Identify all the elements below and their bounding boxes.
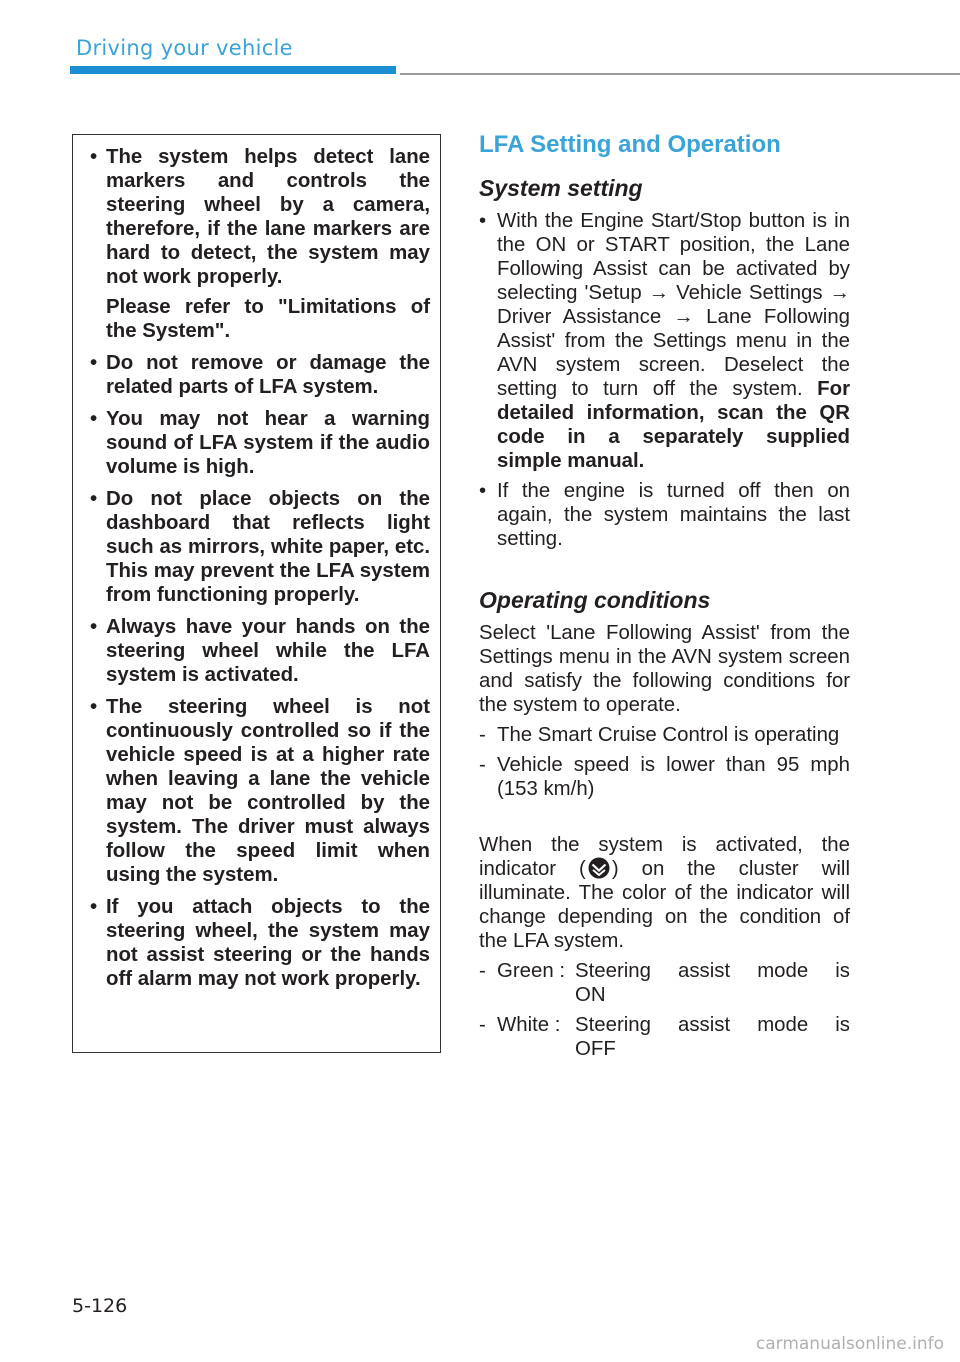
system-setting-text: With the Engine Start/Stop button is in the ON or START position, the Lane Following Assist can be activated by selecting 'Setup → Vehicle Settings → Driver Assistance → Lane Following Assist' from the Settings menu in the AVN system screen. Deselect the setting to turn off the system. bbox=[497, 210, 850, 400]
caution-item-text: • Do not remove or damage the related parts of LFA system. bbox=[106, 352, 430, 398]
header-rule-accent bbox=[70, 66, 396, 74]
list-dash: - bbox=[479, 960, 486, 982]
page-title: LFA Setting and Operation bbox=[479, 131, 781, 158]
system-setting-list bbox=[479, 209, 850, 551]
operating-conditions-intro: Select 'Lane Following Assist' from the Settings menu in the AVN system screen and satisfy the following conditions for the system to operate. bbox=[479, 622, 850, 716]
list-dash: - bbox=[479, 1014, 486, 1036]
condition-item: - The Smart Cruise Control is operating bbox=[479, 723, 850, 747]
conditions-list bbox=[479, 723, 850, 801]
indicator-color-desc: Steering assist mode is bbox=[575, 1014, 850, 1036]
caution-item bbox=[99, 895, 430, 991]
indicator-color-name: Green : bbox=[497, 960, 566, 982]
system-setting-item bbox=[479, 479, 850, 551]
indicator-color-item bbox=[479, 1013, 850, 1061]
watermark: carmanualsonline.info bbox=[755, 1334, 944, 1354]
indicator-color-state: OFF bbox=[575, 1038, 616, 1060]
indicator-color-state: ON bbox=[575, 984, 606, 1006]
page-number: 5-126 bbox=[72, 1295, 128, 1317]
caution-item bbox=[99, 407, 430, 479]
indicator-color-desc-wrap bbox=[575, 959, 850, 1007]
caution-item-text: • Do not place objects on the dashboard that reflects light such as mirrors, white paper, etc. This may prevent the LFA system from functioning properly. bbox=[106, 488, 430, 606]
caution-item bbox=[99, 145, 430, 343]
activation-paragraph bbox=[479, 833, 850, 953]
system-setting-item bbox=[479, 209, 850, 473]
caution-list bbox=[99, 145, 430, 991]
caution-box bbox=[72, 134, 441, 1053]
activation-text-before: When the system is activated, the indicator ( bbox=[479, 834, 850, 880]
indicator-color-list bbox=[479, 959, 850, 1061]
qr-code-note: For detailed information, scan the QR code in a separately supplied simple manual. bbox=[497, 378, 851, 472]
lfa-steering-indicator-icon bbox=[588, 857, 610, 879]
caution-item-text: • If you attach objects to the steering wheel, the system may not assist steering or the hands off alarm may not work properly. bbox=[106, 896, 430, 990]
caution-item bbox=[99, 351, 430, 399]
indicator-color-desc: Steering assist mode is bbox=[575, 960, 850, 982]
system-setting-text: If the engine is turned off then on again, the system maintains the last setting. bbox=[497, 480, 850, 550]
caution-item-subtext: Please refer to "Limitations of the System". bbox=[106, 296, 430, 342]
system-setting-heading: System setting bbox=[479, 175, 643, 201]
caution-item-text: • The system helps detect lane markers and controls the steering wheel by a camera, therefore, if the lane markers are hard to detect, the system may not work properly. bbox=[106, 146, 430, 288]
operating-conditions-heading: Operating conditions bbox=[479, 587, 711, 613]
header-rule bbox=[400, 73, 960, 75]
condition-item: - Vehicle speed is lower than 95 mph (153 km/h) bbox=[479, 753, 850, 801]
caution-item bbox=[99, 615, 430, 687]
indicator-color-item bbox=[479, 959, 850, 1007]
indicator-color-name: White : bbox=[497, 1014, 561, 1036]
indicator-color-desc-wrap bbox=[575, 1013, 850, 1061]
caution-item-text: • You may not hear a warning sound of LFA system if the audio volume is high. bbox=[106, 408, 430, 478]
caution-item-text: • The steering wheel is not continuously controlled so if the vehicle speed is at a higher rate when leaving a lane the vehicle may not be controlled by the system. The driver must always follow the speed limit when using the system. bbox=[106, 696, 430, 886]
main-column bbox=[479, 130, 850, 1067]
activation-text-after: ) on the cluster will illuminate. The color of the indicator will change depending on the condition of the LFA system. bbox=[479, 858, 850, 952]
caution-item bbox=[99, 487, 430, 607]
caution-item bbox=[99, 695, 430, 887]
caution-item-text: • Always have your hands on the steering wheel while the LFA system is activated. bbox=[106, 616, 430, 686]
section-title: Driving your vehicle bbox=[76, 36, 293, 60]
